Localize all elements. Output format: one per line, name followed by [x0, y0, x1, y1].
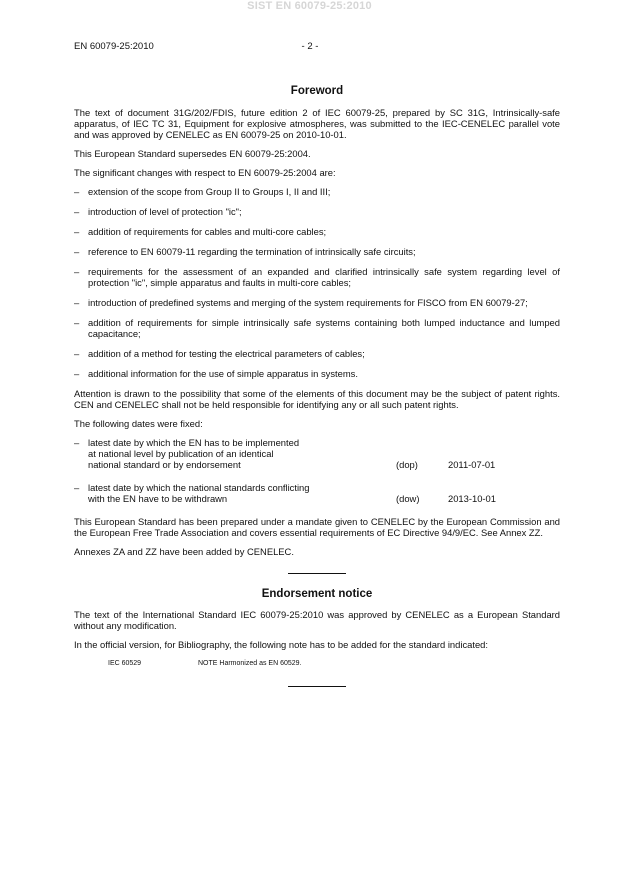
date-abbr: (dop): [396, 459, 418, 470]
date-abbr: (dow): [396, 493, 420, 504]
attention-paragraph: Attention is drawn to the possibility that some of the elements of this document may be the subject of patent rights. CEN and CENELEC shall not be held responsible for identifying any or all such patent rights.: [74, 388, 560, 410]
page-number: - 2 -: [301, 41, 319, 52]
note-text: NOTE Harmonized as EN 60529.: [198, 660, 302, 667]
list-item: – addition of a method for testing the electrical parameters of cables;: [74, 348, 365, 359]
dates-intro: The following dates were fixed:: [74, 418, 203, 429]
changes-list: [74, 186, 560, 379]
list-item: – extension of the scope from Group II to Groups I, II and III;: [74, 186, 331, 197]
endorsement-title: Endorsement notice: [261, 588, 373, 600]
list-item: – addition of requirements for cables and multi-core cables;: [74, 226, 327, 237]
date-value: 2013-10-01: [448, 493, 496, 504]
changes-intro: The significant changes with respect to EN 60079-25:2004 are:: [74, 167, 336, 178]
date-description: latest date by which the EN has to be implemented at national level by publication of an identical national standard or by endorsement: [88, 437, 300, 470]
list-item: – introduction of predefined systems and merging of the system requirements for FISCO from EN 60079-27;: [74, 297, 528, 308]
date-item-dow: – latest date by which the national standards conflicting with the EN have to be withdrawn (dow) 2013-10-01: [74, 482, 496, 504]
section-divider: [288, 573, 346, 574]
foreword-intro: The text of document 31G/202/FDIS, future edition 2 of IEC 60079-25, prepared by SC 31G, Intrinsically-safe apparatus, of IEC TC 31, Equipment for explosive atmospheres, was submitted to the IEC-CENELEC parallel vote and was approved by CENELEC as EN 60079-25 on 2010-10-01.: [74, 107, 560, 140]
document-body: [74, 85, 560, 701]
mandate-paragraph: This European Standard has been prepared under a mandate given to CENELEC by the European Commission and the European Free Trade Association and covers essential requirements of EC Directive 94/9/EC. See Annex ZZ.: [74, 516, 560, 538]
list-item: – requirements for the assessment of an expanded and clarified intrinsically safe system regarding level of protection "ic", simple apparatus and faults in multi-core cables;: [74, 266, 560, 288]
date-description: latest date by which the national standards conflicting with the EN have to be withdrawn: [88, 482, 310, 504]
date-value: 2011-07-01: [448, 459, 496, 470]
header-doc-id: EN 60079-25:2010: [74, 41, 154, 52]
list-item: – introduction of level of protection "ic";: [74, 206, 242, 217]
section-divider-end: [288, 686, 346, 687]
note-standard: IEC 60529: [108, 660, 142, 667]
list-item: – additional information for the use of simple apparatus in systems.: [74, 368, 358, 379]
foreword-title: Foreword: [290, 85, 344, 97]
supersedes-paragraph: This European Standard supersedes EN 60079-25:2004.: [74, 148, 311, 159]
annexes-paragraph: Annexes ZA and ZZ have been added by CENELEC.: [74, 546, 294, 557]
list-item: – addition of requirements for simple intrinsically safe systems containing both lumped inductance and lumped capacitance;: [74, 317, 560, 339]
date-item-dop: – latest date by which the EN has to be implemented at national level by publication of an identical national standard or by endorsement (dop) 2011-07-01: [74, 437, 496, 470]
official-version-paragraph: In the official version, for Bibliography, the following note has to be added for the standard indicated:: [74, 639, 488, 650]
watermark: SIST EN 60079-25:2010: [247, 0, 372, 12]
bibliography-note: [74, 658, 560, 670]
endorsement-text: The text of the International Standard IEC 60079-25:2010 was approved by CENELEC as a European Standard without any modification.: [74, 609, 560, 631]
list-item: – reference to EN 60079-11 regarding the termination of intrinsically safe circuits;: [74, 246, 416, 257]
